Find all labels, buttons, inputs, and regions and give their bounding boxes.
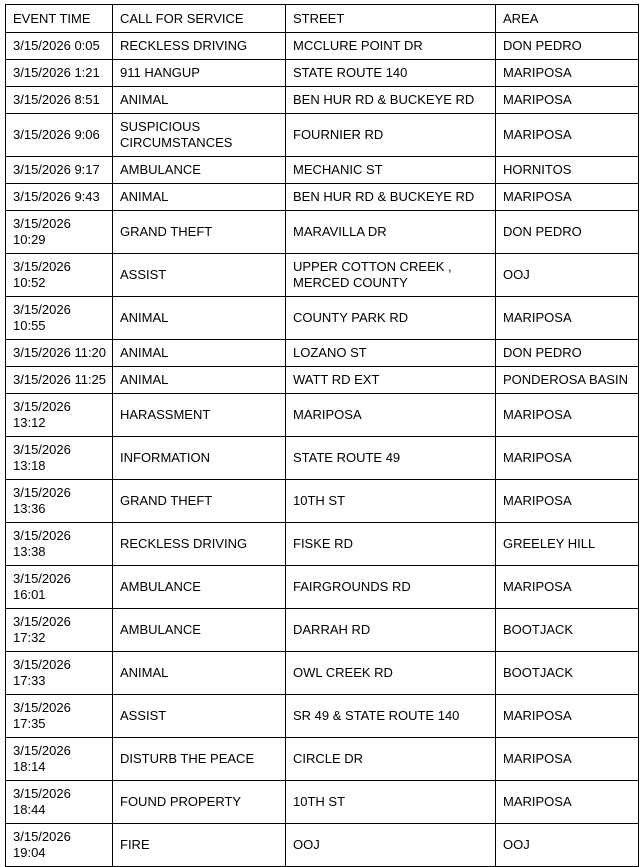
cell-call-for-service: ANIMAL xyxy=(113,340,286,367)
cell-area: MARIPOSA xyxy=(496,394,639,437)
cell-area: DON PEDRO xyxy=(496,340,639,367)
cell-call-for-service: ANIMAL xyxy=(113,367,286,394)
cell-call-for-service: GRAND THEFT xyxy=(113,211,286,254)
cell-area: MARIPOSA xyxy=(496,60,639,87)
column-header-event-time: EVENT TIME xyxy=(6,5,113,33)
table-row xyxy=(6,60,639,87)
table-row xyxy=(6,114,639,157)
column-header-call-for-service: CALL FOR SERVICE xyxy=(113,5,286,33)
cell-event-time: 3/15/2026 17:32 xyxy=(6,609,113,652)
table-row xyxy=(6,340,639,367)
cell-street: BEN HUR RD & BUCKEYE RD xyxy=(286,184,496,211)
cell-call-for-service: ASSIST xyxy=(113,695,286,738)
cell-area: OOJ xyxy=(496,824,639,867)
cell-street: DARRAH RD xyxy=(286,609,496,652)
cell-area: DON PEDRO xyxy=(496,211,639,254)
column-header-street: STREET xyxy=(286,5,496,33)
table-row xyxy=(6,480,639,523)
cell-area: MARIPOSA xyxy=(496,480,639,523)
cell-event-time: 3/15/2026 17:35 xyxy=(6,695,113,738)
cell-event-time: 3/15/2026 13:38 xyxy=(6,523,113,566)
cell-call-for-service: ANIMAL xyxy=(113,652,286,695)
cell-event-time: 3/15/2026 16:01 xyxy=(6,566,113,609)
table-row xyxy=(6,184,639,211)
cell-street: STATE ROUTE 140 xyxy=(286,60,496,87)
cell-area: MARIPOSA xyxy=(496,695,639,738)
cell-street: OWL CREEK RD xyxy=(286,652,496,695)
cell-area: BOOTJACK xyxy=(496,609,639,652)
cell-area: PONDEROSA BASIN xyxy=(496,367,639,394)
cell-call-for-service: DISTURB THE PEACE xyxy=(113,738,286,781)
cell-area: MARIPOSA xyxy=(496,437,639,480)
cell-event-time: 3/15/2026 8:51 xyxy=(6,87,113,114)
cell-street: 10TH ST xyxy=(286,480,496,523)
cell-street: WATT RD EXT xyxy=(286,367,496,394)
cell-street: MECHANIC ST xyxy=(286,157,496,184)
cell-event-time: 3/15/2026 19:04 xyxy=(6,824,113,867)
cell-area: MARIPOSA xyxy=(496,781,639,824)
cell-area: OOJ xyxy=(496,254,639,297)
table-row xyxy=(6,437,639,480)
cell-street: BEN HUR RD & BUCKEYE RD xyxy=(286,87,496,114)
cell-street: OOJ xyxy=(286,824,496,867)
cell-street: SR 49 & STATE ROUTE 140 xyxy=(286,695,496,738)
cell-street: FAIRGROUNDS RD xyxy=(286,566,496,609)
cell-call-for-service: RECKLESS DRIVING xyxy=(113,523,286,566)
cell-event-time: 3/15/2026 11:20 xyxy=(6,340,113,367)
cell-call-for-service: INFORMATION xyxy=(113,437,286,480)
table-row xyxy=(6,367,639,394)
cell-area: MARIPOSA xyxy=(496,297,639,340)
cell-area: BOOTJACK xyxy=(496,652,639,695)
cell-call-for-service: 911 HANGUP xyxy=(113,60,286,87)
cell-area: MARIPOSA xyxy=(496,87,639,114)
cell-street: UPPER COTTON CREEK , MERCED COUNTY xyxy=(286,254,496,297)
cell-call-for-service: GRAND THEFT xyxy=(113,480,286,523)
cell-event-time: 3/15/2026 9:17 xyxy=(6,157,113,184)
cell-event-time: 3/15/2026 18:44 xyxy=(6,781,113,824)
table-row xyxy=(6,394,639,437)
table-row xyxy=(6,211,639,254)
cell-area: MARIPOSA xyxy=(496,114,639,157)
cell-call-for-service: AMBULANCE xyxy=(113,609,286,652)
cell-street: FISKE RD xyxy=(286,523,496,566)
header-row xyxy=(6,5,639,33)
cell-call-for-service: FOUND PROPERTY xyxy=(113,781,286,824)
table-row xyxy=(6,297,639,340)
cell-call-for-service: AMBULANCE xyxy=(113,157,286,184)
table-row xyxy=(6,33,639,60)
cell-call-for-service: ANIMAL xyxy=(113,184,286,211)
cell-street: STATE ROUTE 49 xyxy=(286,437,496,480)
cell-call-for-service: RECKLESS DRIVING xyxy=(113,33,286,60)
cell-call-for-service: ANIMAL xyxy=(113,87,286,114)
cell-event-time: 3/15/2026 18:14 xyxy=(6,738,113,781)
table-row xyxy=(6,738,639,781)
cell-area: MARIPOSA xyxy=(496,184,639,211)
cell-call-for-service: FIRE xyxy=(113,824,286,867)
table-row xyxy=(6,523,639,566)
cell-event-time: 3/15/2026 10:29 xyxy=(6,211,113,254)
cell-street: MCCLURE POINT DR xyxy=(286,33,496,60)
cell-street: FOURNIER RD xyxy=(286,114,496,157)
column-header-area: AREA xyxy=(496,5,639,33)
cell-call-for-service: AMBULANCE xyxy=(113,566,286,609)
table-row xyxy=(6,157,639,184)
cell-event-time: 3/15/2026 13:36 xyxy=(6,480,113,523)
cell-street: LOZANO ST xyxy=(286,340,496,367)
cell-area: GREELEY HILL xyxy=(496,523,639,566)
cell-event-time: 3/15/2026 1:21 xyxy=(6,60,113,87)
table-header xyxy=(6,5,639,33)
cell-area: HORNITOS xyxy=(496,157,639,184)
cell-event-time: 3/15/2026 9:06 xyxy=(6,114,113,157)
cell-call-for-service: HARASSMENT xyxy=(113,394,286,437)
cell-event-time: 3/15/2026 13:18 xyxy=(6,437,113,480)
table-row xyxy=(6,824,639,867)
table-row xyxy=(6,652,639,695)
table-row xyxy=(6,87,639,114)
cell-event-time: 3/15/2026 10:55 xyxy=(6,297,113,340)
table-row xyxy=(6,781,639,824)
cell-event-time: 3/15/2026 17:33 xyxy=(6,652,113,695)
cell-call-for-service: SUSPICIOUS CIRCUMSTANCES xyxy=(113,114,286,157)
cell-area: MARIPOSA xyxy=(496,738,639,781)
cell-call-for-service: ASSIST xyxy=(113,254,286,297)
cell-street: 10TH ST xyxy=(286,781,496,824)
cell-event-time: 3/15/2026 13:12 xyxy=(6,394,113,437)
table-row xyxy=(6,566,639,609)
table-row xyxy=(6,254,639,297)
cell-area: MARIPOSA xyxy=(496,566,639,609)
cell-event-time: 3/15/2026 0:05 xyxy=(6,33,113,60)
cell-call-for-service: ANIMAL xyxy=(113,297,286,340)
cell-street: CIRCLE DR xyxy=(286,738,496,781)
table-row xyxy=(6,695,639,738)
table-row xyxy=(6,609,639,652)
cell-street: COUNTY PARK RD xyxy=(286,297,496,340)
cell-event-time: 3/15/2026 9:43 xyxy=(6,184,113,211)
table-body xyxy=(6,33,639,867)
cell-event-time: 3/15/2026 11:25 xyxy=(6,367,113,394)
cell-street: MARIPOSA xyxy=(286,394,496,437)
cell-area: DON PEDRO xyxy=(496,33,639,60)
call-log-table xyxy=(5,4,639,867)
cell-event-time: 3/15/2026 10:52 xyxy=(6,254,113,297)
cell-street: MARAVILLA DR xyxy=(286,211,496,254)
